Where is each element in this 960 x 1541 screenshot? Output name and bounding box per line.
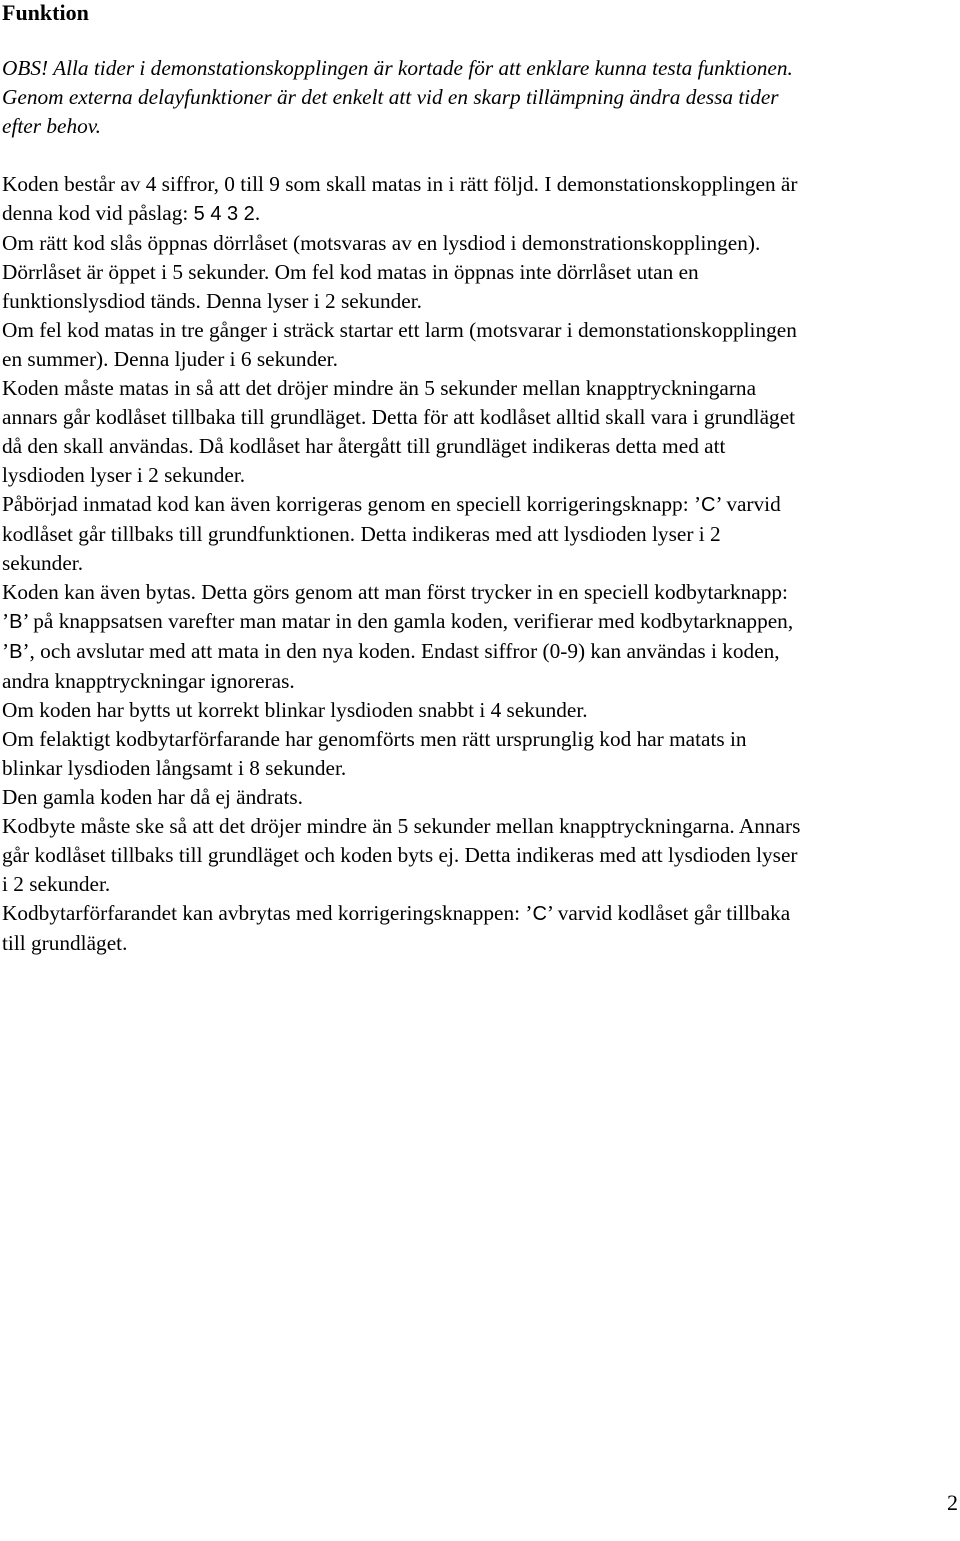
document-body [2,54,954,958]
text-line: blinkar lysdioden långsamt i 8 sekunder. [2,756,347,780]
text-fragment: ’ [2,609,10,633]
text-line: Koden består av 4 siffror, 0 till 9 som skall matas in i rätt följd. I demonstationskopplingen är [2,172,798,196]
text-line: då den skall användas. Då kodlåset har återgått till grundläget indikeras detta med att [2,434,726,458]
text-line [2,490,954,520]
key-label: B [9,641,23,663]
text-line: kodlåset går tillbaks till grundfunktionen. Detta indikeras med att lysdioden lyser i 2 [2,522,721,546]
text-line: annars går kodlåset tillbaka till grundläget. Detta för att kodlåset alltid skall vara i grundläget [2,405,796,429]
text-line: Den gamla koden har då ej ändrats. [2,785,303,809]
code-value: 5 4 3 2 [193,203,255,225]
text-line: går kodlåset tillbaks till grundläget och koden byts ej. Detta indikeras med att lysdioden lyser [2,843,798,867]
text-line [2,199,954,229]
text-line [2,899,954,929]
text-line [2,607,954,637]
text-fragment: ’, och avslutar med att mata in den nya koden. Endast siffror (0-9) kan användas i koden, [22,639,780,663]
text-fragment: Kodbytarförfarandet kan avbrytas med korrigeringsknappen: ’ [2,901,533,925]
note-line: efter behov. [2,114,101,138]
text-line: lysdioden lyser i 2 sekunder. [2,463,246,487]
text-line: sekunder. [2,551,84,575]
text-line: Dörrlåset är öppet i 5 sekunder. Om fel kod matas in öppnas inte dörrlåset utan en [2,260,699,284]
key-label: C [701,494,716,516]
text-fragment: Påbörjad inmatad kod kan även korrigeras genom en speciell korrigeringsknapp: ’ [2,492,702,516]
section-heading: Funktion [2,0,89,25]
text-line: funktionslysdiod tänds. Denna lyser i 2 sekunder. [2,289,422,313]
text-fragment: denna kod vid påslag: [2,201,194,225]
text-fragment: ’ [2,639,10,663]
text-fragment: . [254,201,261,225]
text-fragment: ’ varvid [715,492,781,516]
text-line: Om koden har bytts ut korrekt blinkar lysdioden snabbt i 4 sekunder. [2,698,588,722]
text-fragment: ’ på knappsatsen varefter man matar in den gamla koden, verifierar med kodbytarknappen, [22,609,794,633]
note-line: OBS! Alla tider i demonstationskopplingen är kortade för att enklare kunna testa funktionen. [2,56,793,80]
text-line: Om fel kod matas in tre gånger i sträck startar ett larm (motsvarar i demonstationskopplingen [2,318,797,342]
paragraph-gap [2,141,954,170]
text-line: Kodbyte måste ske så att det dröjer mindre än 5 sekunder mellan knapptryckningarna. Annars [2,814,801,838]
text-fragment: ’ varvid kodlåset går tillbaka [546,901,791,925]
text-line: Koden kan även bytas. Detta görs genom att man först trycker in en speciell kodbytarknapp: [2,580,788,604]
text-line: Om felaktigt kodbytarförfarande har genomförts men rätt ursprunglig kod har matats in [2,727,747,751]
text-line: en summer). Denna ljuder i 6 sekunder. [2,347,338,371]
page-number: 2 [947,1490,958,1515]
key-label: B [9,611,23,633]
key-label: C [532,903,547,925]
text-line: Om rätt kod slås öppnas dörrlåset (motsvaras av en lysdiod i demonstrationskopplingen). [2,231,761,255]
note-line: Genom externa delayfunktioner är det enkelt att vid en skarp tillämpning ändra dessa tider [2,85,779,109]
text-line: till grundläget. [2,931,128,955]
text-line: andra knapptryckningar ignoreras. [2,669,295,693]
text-line [2,637,954,667]
text-line: i 2 sekunder. [2,872,111,896]
text-line: Koden måste matas in så att det dröjer mindre än 5 sekunder mellan knapptryckningarna [2,376,757,400]
